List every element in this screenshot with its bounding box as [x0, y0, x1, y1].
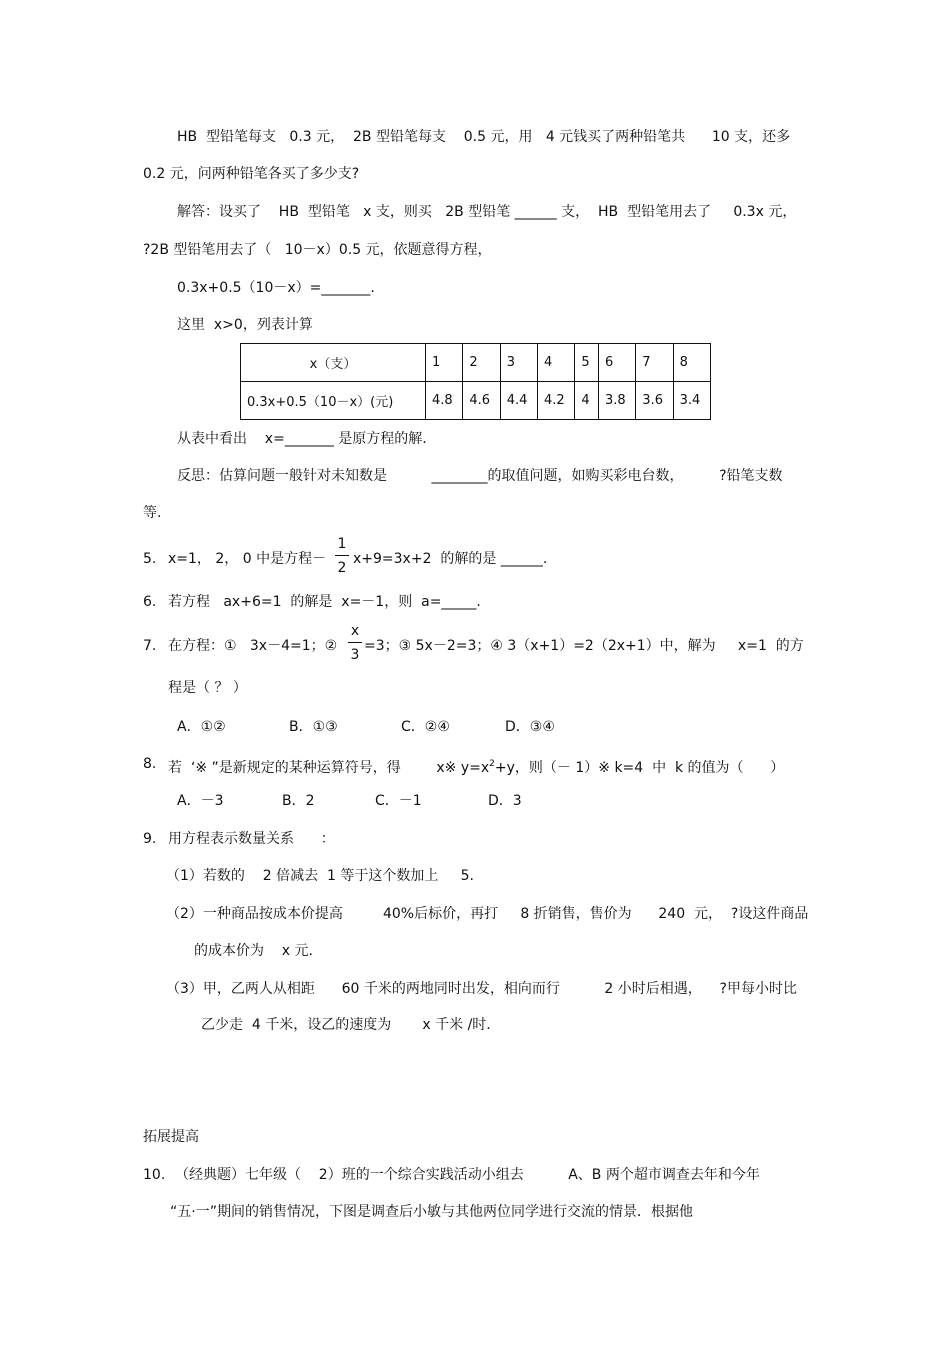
- q8-option-d: D．3: [488, 793, 522, 809]
- table-x-cell: 7: [636, 344, 673, 382]
- q5-fraction-denominator: 2: [337, 560, 347, 576]
- problem-intro-line2: 0.2 元，问两种铅笔各买了多少支?: [143, 166, 360, 182]
- q7-fraction-denominator: 3: [350, 647, 360, 663]
- q10-line2: “五·一”期间的销售情况，下图是调查后小敏与其他两位同学进行交流的情景．根据他: [170, 1204, 693, 1220]
- q7-text-before: 在方程：① 3x－4=1；②: [168, 638, 338, 654]
- q9-number: 9.: [143, 831, 157, 847]
- table-y-cell: 3.4: [673, 382, 710, 420]
- q7-line2: 程是（ ？ ）: [168, 680, 247, 696]
- q7-option-b: B．①③: [289, 719, 338, 735]
- q7-fraction-numerator: x: [350, 623, 360, 639]
- table-y-cell: 4.8: [426, 382, 463, 420]
- q7-option-d: D．③④: [505, 719, 555, 735]
- q8-text-after: +y，则（－ 1）※ k=4 中 k 的值为（ ）: [494, 760, 785, 776]
- table-x-cell: 3: [500, 344, 537, 382]
- q9-part2-line2: 的成本价为 x 元.: [194, 943, 313, 959]
- table-x-cell: 8: [673, 344, 710, 382]
- table-header-label: x（支）: [241, 344, 426, 382]
- table-x-cell: 4: [538, 344, 575, 382]
- table-x-cell: 2: [463, 344, 500, 382]
- q8-option-a: A．－3: [177, 793, 224, 809]
- q7-option-a: A．①②: [177, 719, 226, 735]
- table-row-cost: [241, 382, 711, 420]
- table-y-cell: 3.6: [636, 382, 673, 420]
- reflection-line2: 等.: [143, 505, 162, 521]
- q8-option-b: B．2: [282, 793, 315, 809]
- q5-fraction-bar: [335, 555, 349, 556]
- section-heading: 拓展提高: [143, 1129, 199, 1145]
- q9-title: 用方程表示数量关系 ：: [168, 831, 335, 847]
- solution-equation: 0.3x+0.5（10－x）=_______.: [177, 280, 375, 296]
- table-x-cell: 1: [426, 344, 463, 382]
- q5-text-before: x=1， 2， 0 中是方程－: [168, 551, 327, 567]
- q7-text-after: =3；③ 5x－2=3；④ 3（x+1）=2（2x+1）中，解为 x=1 的方: [364, 638, 804, 654]
- table-y-cell: 4.2: [538, 382, 575, 420]
- table-row-label: 0.3x+0.5（10－x）(元): [241, 382, 426, 420]
- q7-number: 7.: [143, 638, 157, 654]
- q6-number: 6.: [143, 594, 157, 610]
- table-y-cell: 4.6: [463, 382, 500, 420]
- q8-number: 8.: [143, 756, 157, 772]
- calculation-table: [240, 343, 711, 420]
- table-y-cell: 3.8: [598, 382, 635, 420]
- solution-line1: 解答：设买了 HB 型铅笔 x 支，则买 2B 型铅笔 ______ 支， HB 型铅笔用去了 0.3x 元，: [177, 204, 797, 220]
- reflection-line1: 反思：估算问题一般针对未知数是 ________的取值问题，如购买彩电台数， ?铅笔支数: [177, 468, 783, 484]
- q7-fraction-bar: [348, 642, 362, 643]
- table-y-cell: 4.4: [500, 382, 537, 420]
- q9-part3-line1: （3）甲，乙两人从相距 60 千米的两地同时出发，相向而行 2 小时后相遇， ?甲每小时比: [166, 981, 797, 997]
- q7-option-c: C．②④: [401, 719, 450, 735]
- table-row-x: [241, 344, 711, 382]
- q8-option-c: C．－1: [375, 793, 422, 809]
- q5-fraction-numerator: 1: [337, 536, 347, 552]
- q5-number: 5.: [143, 551, 157, 567]
- table-x-cell: 5: [575, 344, 599, 382]
- solution-note: 这里 x>0，列表计算: [177, 317, 313, 333]
- table-x-cell: 6: [598, 344, 635, 382]
- q8-text-before: 若 ‘※ ”是新规定的某种运算符号，得 x※ y=x: [168, 760, 490, 776]
- q8-superscript: 2: [489, 759, 495, 769]
- q9-part3-line2: 乙少走 4 千米，设乙的速度为 x 千米 /时.: [201, 1017, 491, 1033]
- q10-number: 10.: [143, 1167, 166, 1183]
- q9-part2-line1: （2）一种商品按成本价提高 40%后标价，再打 8 折销售，售价为 240 元， ?设这件商品: [166, 906, 809, 922]
- table-y-cell: 4: [575, 382, 599, 420]
- problem-intro-line1: HB 型铅笔每支 0.3 元， 2B 型铅笔每支 0.5 元，用 4 元钱买了两种铅笔共 10 支，还多: [177, 129, 791, 145]
- q9-part1: （1）若数的 2 倍减去 1 等于这个数加上 5.: [166, 868, 474, 884]
- solution-line2: ?2B 型铅笔用去了（ 10－x）0.5 元，依题意得方程，: [143, 242, 492, 258]
- q5-text-after: x+9=3x+2 的解的是 ______.: [353, 551, 548, 567]
- q8-text: [168, 755, 784, 777]
- q6-text: 若方程 ax+6=1 的解是 x=－1，则 a=_____.: [168, 594, 481, 610]
- table-conclusion: 从表中看出 x=_______ 是原方程的解.: [177, 431, 427, 447]
- q10-line1: （经典题）七年级（ 2）班的一个综合实践活动小组去 A、B 两个超市调查去年和今年: [175, 1167, 760, 1183]
